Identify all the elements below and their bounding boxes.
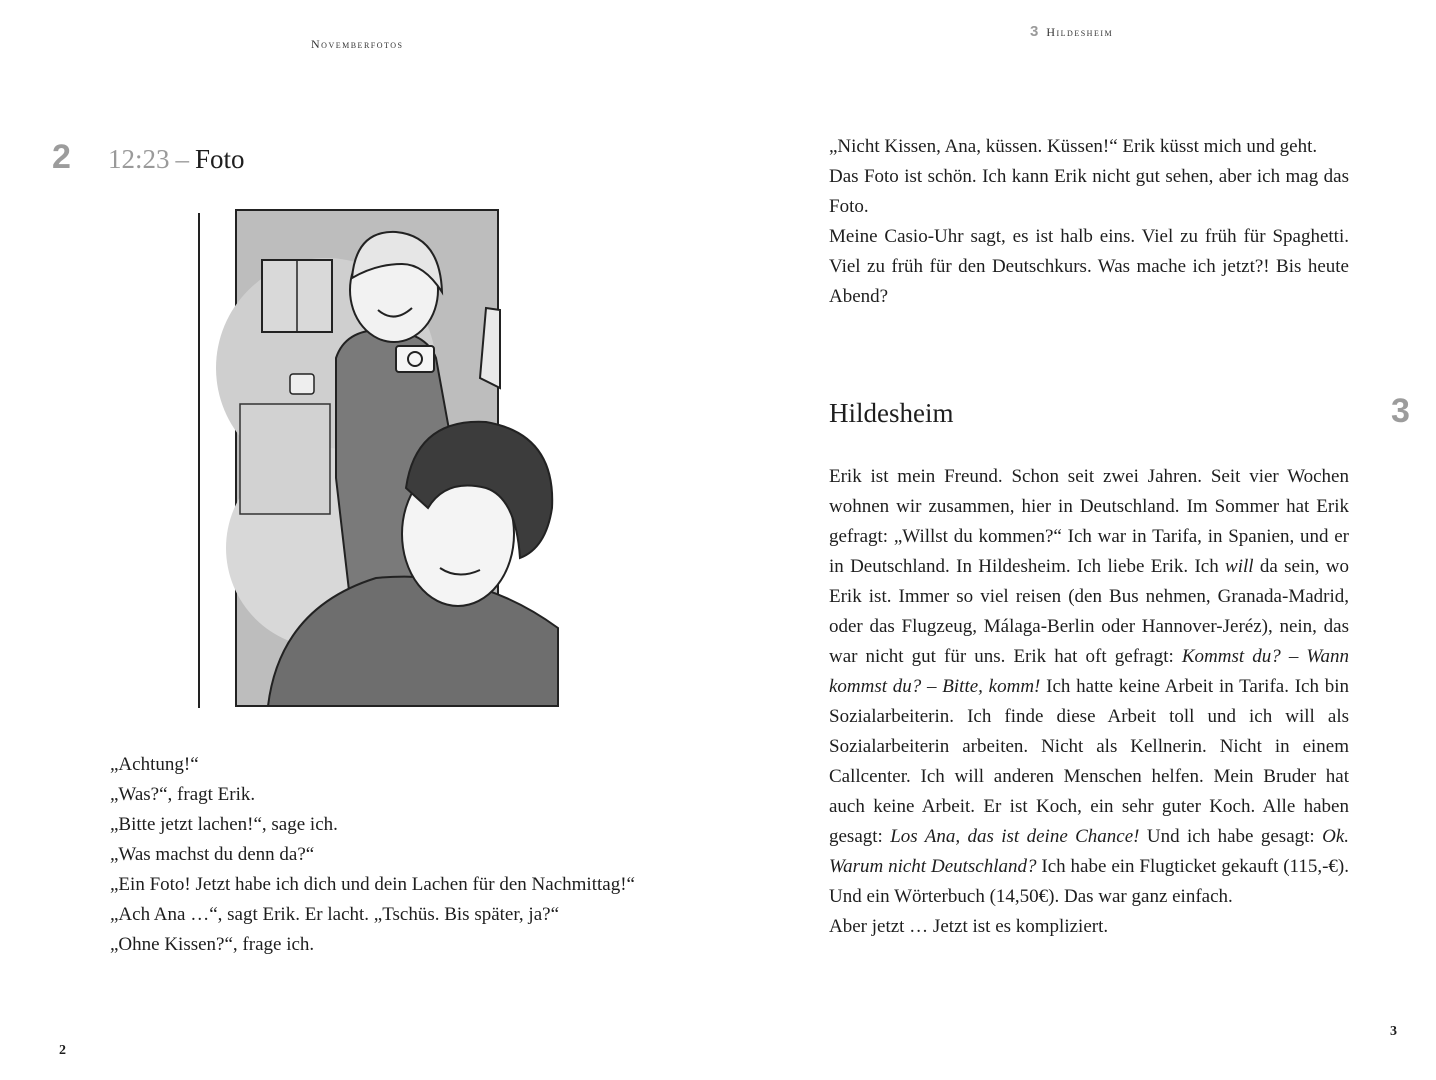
dialogue-line: „Ein Foto! Jetzt habe ich dich und dein Lachen für den Nachmittag!“ [110,874,635,895]
running-head-title: Hildesheim [1046,25,1114,39]
chapter-dash: – [175,144,190,174]
paragraph: Das Foto ist schön. Ich kann Erik nicht gut sehen, aber ich mag das Foto. [829,166,1349,217]
chapter-heading [108,144,245,175]
page-number: 3 [1390,1024,1397,1039]
chapter-number: 2 [52,138,71,176]
chapter-title: Hildesheim [829,398,954,428]
page-number: 2 [59,1043,66,1058]
running-head: Novemberfotos [311,37,404,51]
emphasis: Kommst du? – Wann kommst du? – Bitte, komm! [829,646,1349,697]
chapter-body [829,462,1349,942]
dialogue-line: „Ohne Kissen?“, frage ich. [110,934,315,955]
running-head-number: 3 [1030,23,1039,40]
dialogue-line: „Was machst du denn da?“ [110,844,315,865]
paragraph [829,462,1349,912]
dialogue-line: „Was?“, fragt Erik. [110,784,256,805]
chapter-number: 3 [1391,392,1410,430]
text-run: Ich hatte keine Arbeit in Tarifa. Ich bin Sozialarbeiterin. Ich finde diese Arbeit toll und ich will als Sozialarbeiterin arbeiten. Nicht als Kellnerin. Nicht in einem Callcenter. Ich will anderen Menschen helfen. Mein Bruder hat auch keine Arbeit. Er ist Koch, ein sehr guter Koch. Alle haben gesagt: [829,676,1349,847]
paragraph: „Nicht Kissen, Ana, küssen. Küssen!“ Erik küsst mich und geht. [829,136,1318,157]
emphasis: will [1225,556,1254,577]
dialogue-line: „Ach Ana …“, sagt Erik. Er lacht. „Tschüs. Bis später, ja?“ [110,904,560,925]
dialogue [110,750,635,960]
chapter-title: Foto [195,144,245,174]
illustration-woman-photographing-man [196,208,560,708]
emphasis: Ok. Warum nicht Deutschland? [829,826,1349,877]
right-page [718,0,1436,1080]
closing-line: Aber jetzt … Jetzt ist es kompliziert. [829,916,1109,937]
running-head [1030,23,1113,40]
text-run: Und ich habe gesagt: [1139,826,1323,847]
emphasis: Los Ana, das ist deine Chance! [890,826,1140,847]
paragraph: Meine Casio-Uhr sagt, es ist halb eins. Viel zu früh für Spaghetti. Viel zu früh für den Deutschkurs. Was mache ich jetzt?! Bis heute Abend? [829,226,1349,307]
chapter-time: 12:23 [108,144,170,174]
continuation-text [829,132,1349,312]
text-run: Ich habe ein Flugticket gekauft (115,-€). Und ein Wörterbuch (14,50€). Das war ganz einfach. [829,856,1349,907]
dialogue-line: „Bitte jetzt lachen!“, sage ich. [110,814,338,835]
dialogue-line: „Achtung!“ [110,754,199,775]
text-run: da sein, wo Erik ist. Immer so viel reisen (den Bus nehmen, Granada-Madrid, oder das Flugzeug, Málaga-Berlin oder Hannover-Jeréz), nein, das war nicht gut für uns. Erik hat oft gefragt: [829,556,1349,667]
text-run: Erik ist mein Freund. Schon seit zwei Jahren. Seit vier Wochen wohnen wir zusammen, hier in Deutschland. Im Sommer hat Erik gefragt: „Willst du kommen?“ Ich war in Tarifa, in Spanien, und er in Deutschland. In Hildesheim. Ich liebe Erik. Ich [829,466,1349,577]
